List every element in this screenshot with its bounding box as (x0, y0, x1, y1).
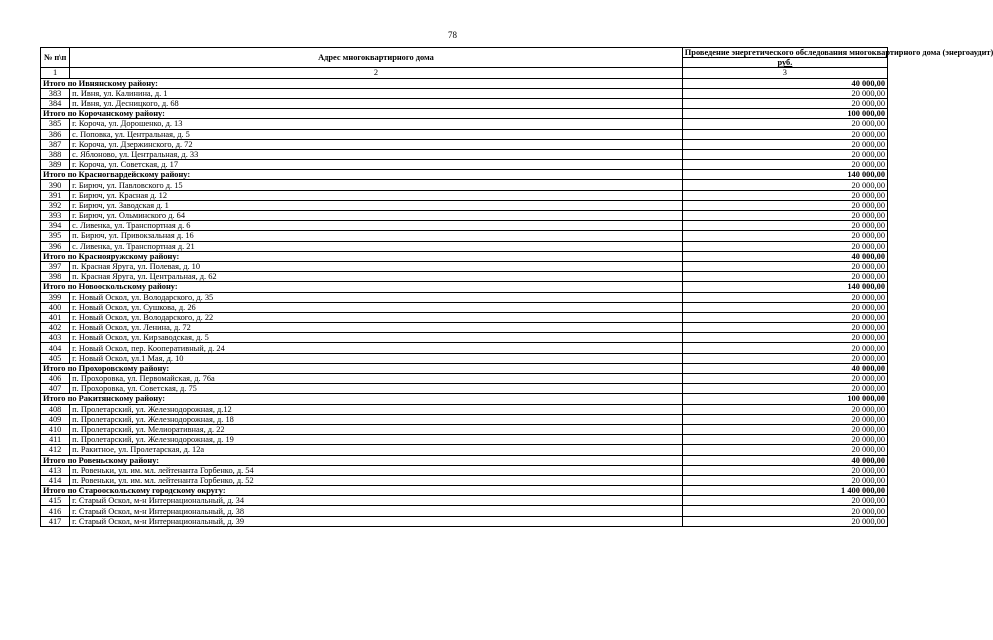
row-address: с. Ливенка, ул. Транспортная д. 21 (70, 241, 683, 251)
column-index-3: 3 (682, 68, 887, 78)
row-address: г. Бирюч, ул. Ольминского д. 64 (70, 211, 683, 221)
row-number: 417 (41, 516, 70, 526)
row-amount: 20 000,00 (682, 424, 887, 434)
total-label: Итого по Ровеньскому району: (41, 455, 683, 465)
row-address: г. Бирюч, ул. Заводская д. 1 (70, 200, 683, 210)
row-address: с. Ливенка, ул. Транспортная д. 6 (70, 221, 683, 231)
header-number: № п\п (41, 48, 70, 68)
table-row (41, 384, 888, 394)
row-amount: 20 000,00 (682, 312, 887, 322)
row-amount: 20 000,00 (682, 465, 887, 475)
row-number: 390 (41, 180, 70, 190)
row-number: 406 (41, 374, 70, 384)
row-number: 386 (41, 129, 70, 139)
row-amount: 20 000,00 (682, 88, 887, 98)
total-row (41, 486, 888, 496)
row-amount: 20 000,00 (682, 272, 887, 282)
total-amount: 140 000,00 (682, 282, 887, 292)
row-address: п. Ракитное, ул. Пролетарская, д. 12а (70, 445, 683, 455)
row-number: 385 (41, 119, 70, 129)
table-row (41, 88, 888, 98)
row-address: п. Красная Яруга, ул. Центральная, д. 62 (70, 272, 683, 282)
row-address: г. Бирюч, ул. Павловского д. 15 (70, 180, 683, 190)
row-amount: 20 000,00 (682, 139, 887, 149)
total-amount: 40 000,00 (682, 251, 887, 261)
total-amount: 100 000,00 (682, 109, 887, 119)
total-row (41, 363, 888, 373)
table-row (41, 160, 888, 170)
row-amount: 20 000,00 (682, 374, 887, 384)
row-number: 396 (41, 241, 70, 251)
row-number: 391 (41, 190, 70, 200)
total-row (41, 109, 888, 119)
row-amount: 20 000,00 (682, 475, 887, 485)
row-address: п. Красная Яруга, ул. Полевая, д. 10 (70, 261, 683, 271)
table-row (41, 496, 888, 506)
row-number: 402 (41, 323, 70, 333)
row-address: г. Старый Оскол, м-н Интернациональный, д. 38 (70, 506, 683, 516)
row-address: г. Бирюч, ул. Красная д. 12 (70, 190, 683, 200)
row-number: 403 (41, 333, 70, 343)
row-amount: 20 000,00 (682, 241, 887, 251)
total-label: Итого по Новооскольскому району: (41, 282, 683, 292)
table-row (41, 374, 888, 384)
row-address: г. Старый Оскол, м-н Интернациональный, д. 34 (70, 496, 683, 506)
row-number: 392 (41, 200, 70, 210)
row-amount: 20 000,00 (682, 333, 887, 343)
total-row (41, 251, 888, 261)
table-row (41, 475, 888, 485)
row-number: 401 (41, 312, 70, 322)
table-row (41, 211, 888, 221)
row-amount: 20 000,00 (682, 149, 887, 159)
table-row (41, 312, 888, 322)
table-row (41, 119, 888, 129)
table-row (41, 292, 888, 302)
header-unit: руб. (682, 58, 887, 68)
address-table (40, 47, 993, 527)
row-address: п. Пролетарский, ул. Железнодорожная, д. 18 (70, 414, 683, 424)
row-number: 389 (41, 160, 70, 170)
row-amount: 20 000,00 (682, 190, 887, 200)
row-number: 416 (41, 506, 70, 516)
row-number: 413 (41, 465, 70, 475)
table-row (41, 139, 888, 149)
total-label: Итого по Красногвардейскому району: (41, 170, 683, 180)
row-number: 407 (41, 384, 70, 394)
row-amount: 20 000,00 (682, 516, 887, 526)
row-address: г. Короча, ул. Советская, д. 17 (70, 160, 683, 170)
row-number: 399 (41, 292, 70, 302)
row-amount: 20 000,00 (682, 292, 887, 302)
row-address: г. Новый Оскол, ул. Ленина, д. 72 (70, 323, 683, 333)
row-number: 400 (41, 302, 70, 312)
row-number: 395 (41, 231, 70, 241)
row-amount: 20 000,00 (682, 261, 887, 271)
total-row (41, 170, 888, 180)
row-number: 384 (41, 98, 70, 108)
table-row (41, 323, 888, 333)
row-number: 397 (41, 261, 70, 271)
table-row (41, 414, 888, 424)
row-amount: 20 000,00 (682, 119, 887, 129)
row-amount: 20 000,00 (682, 129, 887, 139)
row-address: п. Ивня, ул. Калинина, д. 1 (70, 88, 683, 98)
table-row (41, 435, 888, 445)
total-amount: 100 000,00 (682, 394, 887, 404)
table-row (41, 343, 888, 353)
row-amount: 20 000,00 (682, 221, 887, 231)
row-address: с. Яблоново, ул. Центральная, д. 33 (70, 149, 683, 159)
row-address: г. Новый Оскол, ул. Володарского, д. 22 (70, 312, 683, 322)
row-number: 411 (41, 435, 70, 445)
row-amount: 20 000,00 (682, 343, 887, 353)
row-amount: 20 000,00 (682, 302, 887, 312)
row-amount: 20 000,00 (682, 180, 887, 190)
row-address: г. Новый Оскол, пер. Кооперативный, д. 24 (70, 343, 683, 353)
row-address: п. Прохоровка, ул. Первомайская, д. 76а (70, 374, 683, 384)
row-number: 414 (41, 475, 70, 485)
total-amount: 140 000,00 (682, 170, 887, 180)
row-number: 415 (41, 496, 70, 506)
total-amount: 40 000,00 (682, 363, 887, 373)
row-address: п. Бирюч, ул. Привокзальная д. 16 (70, 231, 683, 241)
column-index-1: 1 (41, 68, 70, 78)
row-amount: 20 000,00 (682, 414, 887, 424)
total-label: Итого по Ивнянскому району: (41, 78, 683, 88)
row-address: п. Ровеньки, ул. им. мл. лейтенанта Горбенко, д. 54 (70, 465, 683, 475)
row-number: 398 (41, 272, 70, 282)
row-amount: 20 000,00 (682, 445, 887, 455)
total-amount: 40 000,00 (682, 78, 887, 88)
table-row (41, 180, 888, 190)
table-header-row (41, 48, 888, 58)
table-row (41, 465, 888, 475)
row-address: п. Ровеньки, ул. им. мл. лейтенанта Горбенко, д. 52 (70, 475, 683, 485)
page-number: 78 (448, 30, 457, 40)
row-amount: 20 000,00 (682, 231, 887, 241)
total-row (41, 78, 888, 88)
row-amount: 20 000,00 (682, 160, 887, 170)
header-audit: Проведение энергетического обследования многоквартирного дома (энергоаудит) (682, 48, 887, 58)
table-row (41, 424, 888, 434)
table-row (41, 404, 888, 414)
table-row (41, 200, 888, 210)
row-amount: 20 000,00 (682, 435, 887, 445)
table-row (41, 261, 888, 271)
row-amount: 20 000,00 (682, 98, 887, 108)
row-number: 409 (41, 414, 70, 424)
row-address: г. Новый Оскол, ул.1 Мая, д. 10 (70, 353, 683, 363)
table-row (41, 333, 888, 343)
row-number: 405 (41, 353, 70, 363)
total-amount: 40 000,00 (682, 455, 887, 465)
total-label: Итого по Краснояружскому району: (41, 251, 683, 261)
row-address: п. Прохоровка, ул. Советская, д. 75 (70, 384, 683, 394)
row-number: 394 (41, 221, 70, 231)
total-label: Итого по Прохоровскому району: (41, 363, 683, 373)
total-label: Итого по Старооскольскому городскому округу: (41, 486, 683, 496)
row-amount: 20 000,00 (682, 211, 887, 221)
row-address: г. Короча, ул. Дзержинского, д. 72 (70, 139, 683, 149)
row-address: п. Пролетарский, ул. Мелиоративная, д. 22 (70, 424, 683, 434)
total-row (41, 394, 888, 404)
table-row (41, 231, 888, 241)
row-address: г. Старый Оскол, м-н Интернациональный, д. 39 (70, 516, 683, 526)
row-amount: 20 000,00 (682, 200, 887, 210)
row-address: п. Ивня, ул. Десницкого, д. 68 (70, 98, 683, 108)
table-row (41, 353, 888, 363)
row-number: 383 (41, 88, 70, 98)
row-amount: 20 000,00 (682, 323, 887, 333)
row-address: с. Поповка, ул. Центральная, д. 5 (70, 129, 683, 139)
row-address: г. Новый Оскол, ул. Кирзаводская, д. 5 (70, 333, 683, 343)
row-amount: 20 000,00 (682, 384, 887, 394)
row-amount: 20 000,00 (682, 353, 887, 363)
column-index-row (41, 68, 888, 78)
total-row (41, 455, 888, 465)
total-label: Итого по Ракитянскому району: (41, 394, 683, 404)
table-row (41, 302, 888, 312)
total-row (41, 282, 888, 292)
total-amount: 1 400 000,00 (682, 486, 887, 496)
row-address: г. Короча, ул. Дорошенко, д. 13 (70, 119, 683, 129)
table-row (41, 221, 888, 231)
table-row (41, 272, 888, 282)
row-number: 388 (41, 149, 70, 159)
row-address: п. Пролетарский, ул. Железнодорожная, д.12 (70, 404, 683, 414)
table-row (41, 98, 888, 108)
row-amount: 20 000,00 (682, 496, 887, 506)
table-row (41, 190, 888, 200)
row-amount: 20 000,00 (682, 506, 887, 516)
table-row (41, 516, 888, 526)
table-row (41, 149, 888, 159)
table-row (41, 445, 888, 455)
row-number: 387 (41, 139, 70, 149)
column-index-2: 2 (70, 68, 683, 78)
total-label: Итого по Корочанскому району: (41, 109, 683, 119)
row-number: 408 (41, 404, 70, 414)
table-row (41, 506, 888, 516)
header-address: Адрес многоквартирного дома (70, 48, 683, 68)
row-address: г. Новый Оскол, ул. Володарского, д. 35 (70, 292, 683, 302)
row-number: 393 (41, 211, 70, 221)
table-row (41, 241, 888, 251)
row-address: г. Новый Оскол, ул. Сушкова, д. 26 (70, 302, 683, 312)
row-number: 410 (41, 424, 70, 434)
row-number: 404 (41, 343, 70, 353)
table-row (41, 129, 888, 139)
row-address: п. Пролетарский, ул. Железнодорожная, д. 19 (70, 435, 683, 445)
row-amount: 20 000,00 (682, 404, 887, 414)
row-number: 412 (41, 445, 70, 455)
